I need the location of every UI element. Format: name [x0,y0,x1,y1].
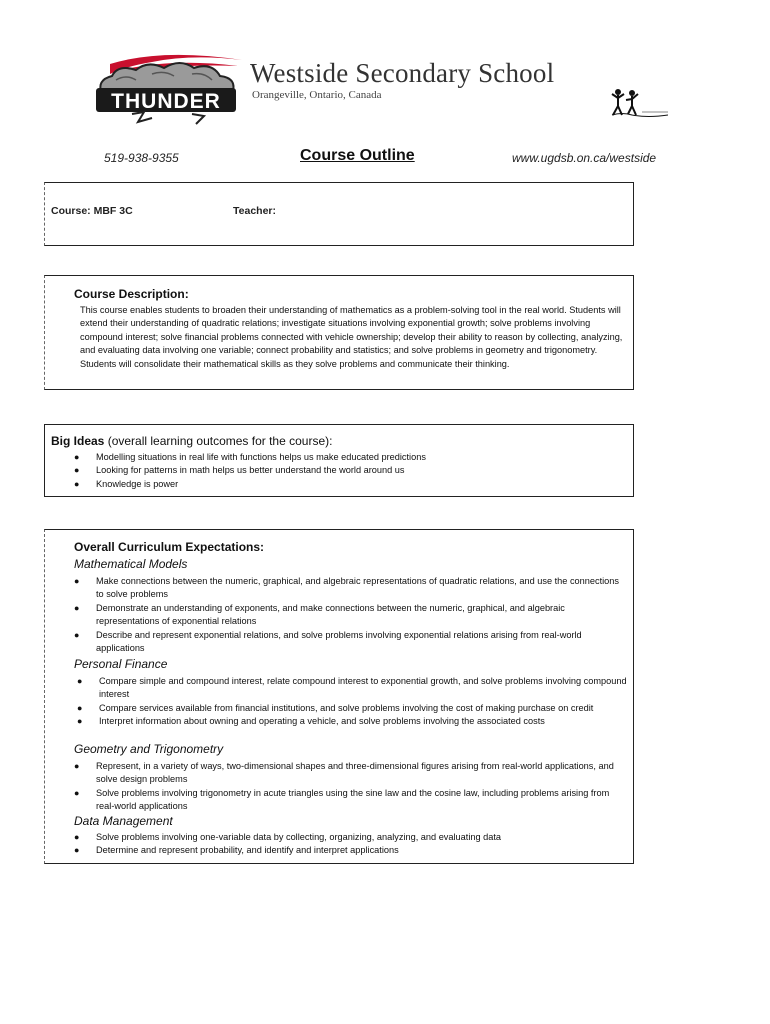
bullet-icon: ● [74,452,80,462]
page-title: Course Outline [300,147,415,164]
course-label: Course: MBF 3C [51,205,133,217]
section-title-personal-finance: Personal Finance [74,657,168,671]
bullet-icon: ● [74,845,80,856]
thunder-logo [92,50,248,126]
bullet-icon: ● [74,629,80,640]
mathematical-models-list [74,575,626,655]
bullet-icon: ● [74,576,80,586]
website-link[interactable]: www.ugdsb.on.ca/westside [512,151,657,165]
school-location: Orangeville, Ontario, Canada [252,89,382,101]
list-item: ● Solve problems involving one-variable data by collecting, organizing, analyzing, and evaluating data [74,831,626,844]
list-item: ● Solve problems involving trigonometry in acute triangles using the sine law and the cosine law, including problems arising from real-world applications [74,787,610,812]
section-title-mathematical-models: Mathematical Models [74,557,188,571]
section-title-data-management: Data Management [74,814,173,828]
bullet-icon: ● [74,602,80,613]
list-item: ● Modelling situations in real life with functions helps us make educated predictions [74,451,614,464]
teacher-label: Teacher: [233,205,276,217]
list-item: ● Knowledge is power [74,478,614,491]
bullet-icon: ● [77,702,83,713]
bullet-icon: ● [74,478,80,489]
course-description-heading: Course Description: [74,287,189,301]
list-item: ● Interpret information about owning and operating a vehicle, and solve problems involving the associated costs [77,715,629,728]
bullet-icon: ● [77,716,83,727]
list-item: ● Represent, in a variety of ways, two-dimensional shapes and three-dimensional figures arising from real-world applications, and solve design problems [74,761,614,785]
bullet-icon: ● [74,832,80,842]
list-item: ● Compare simple and compound interest, relate compound interest to exponential growth, and solve problems involving compound interest [77,676,627,700]
phone-number: 519-938-9355 [104,151,179,165]
list-item: ● Demonstrate an understanding of exponents, and make connections between the numeric, graphical, and algebraic representations of exponential relations [74,602,565,627]
course-info-box [44,182,634,246]
big-ideas-list [74,451,614,491]
big-ideas-heading-suffix: (overall learning outcomes for the course): [104,434,333,448]
bullet-icon: ● [77,676,83,686]
big-ideas-box [44,424,634,497]
data-management-list [74,831,626,858]
personal-finance-list [77,675,629,729]
school-name: Westside Secondary School [250,58,555,88]
curriculum-expectations-box [44,529,634,864]
section-title-geometry-trigonometry: Geometry and Trigonometry [74,742,224,756]
list-item: ● Make connections between the numeric, graphical, and algebraic representations of quadratic relations, and use the connections to solve problems [74,576,619,600]
list-item: ● Compare services available from financial institutions, and solve problems involving the cost of making purchase on credit [77,702,629,715]
big-ideas-heading-line [51,434,332,448]
list-item: ● Describe and represent exponential relations, and solve problems involving exponential relations arising from real-world applications [74,629,582,654]
course-description-text: This course enables students to broaden their understanding of mathematics as a problem-solving tool in the real world. Students will extend their understanding of quadratic relations; investigate situations involving exponential growth; solve problems involving compound interest; solve financial problems connected with vehicle ownership; develop their ability to reason by collecting, analyzing, and evaluating data involving one variable; connect probability and statistics; and solve problems in geometry and trigonometry. Students will consolidate their mathematical skills as they solve problems and communicate their thinking. [80,305,623,369]
jumping-kids-logo [608,88,668,120]
list-item: ● Looking for patterns in math helps us better understand the world around us [74,464,614,477]
expectations-heading: Overall Curriculum Expectations: [74,540,265,554]
bullet-icon: ● [74,787,80,798]
logo-text: THUNDER [111,90,221,113]
geometry-trigonometry-list [74,760,630,814]
course-description-box [44,275,634,390]
big-ideas-heading: Big Ideas [51,434,105,448]
list-item: ● Determine and represent probability, and identify and interpret applications [74,844,626,857]
bullet-icon: ● [74,465,80,476]
bullet-icon: ● [74,761,80,771]
